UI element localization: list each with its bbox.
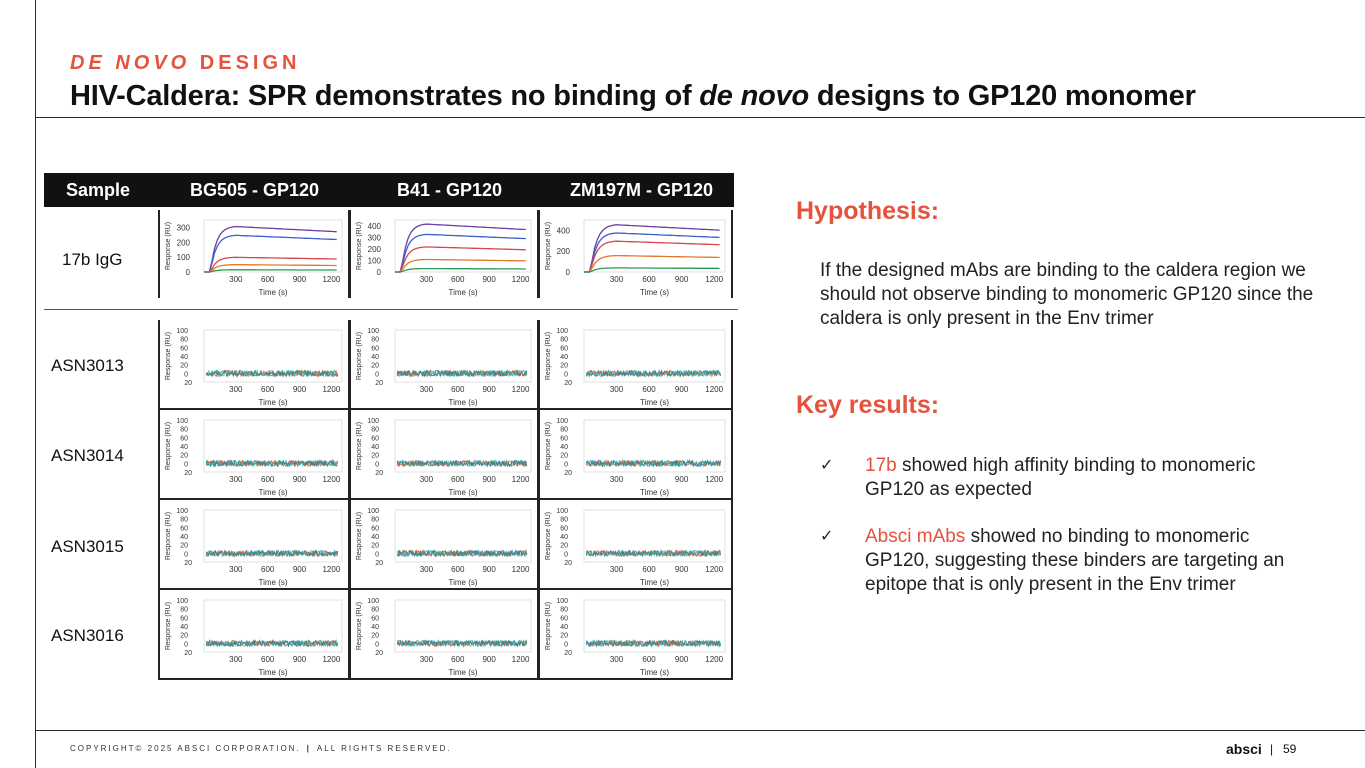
y-tick-label: 0: [184, 641, 188, 649]
x-tick-label: 300: [419, 565, 434, 574]
y-tick-label: 80: [560, 336, 568, 344]
y-axis-label: Response (RU): [356, 601, 363, 651]
x-axis-label: Time (s): [448, 668, 478, 677]
y-tick-label: 60: [180, 525, 188, 533]
x-tick-label: 900: [674, 565, 689, 574]
y-tick-label: 20: [375, 470, 383, 477]
x-tick-label: 300: [229, 565, 243, 574]
y-tick-label: 60: [371, 435, 379, 443]
y-tick-label: 100: [367, 418, 379, 425]
x-tick-label: 600: [451, 655, 465, 664]
spr-plot-asn3014-1: [158, 410, 350, 500]
y-tick-label: 0: [375, 641, 379, 649]
x-tick-label: 300: [229, 655, 243, 664]
y-axis-label: Response (RU): [165, 221, 172, 271]
y-tick-label: 100: [367, 256, 381, 266]
y-tick-label: 20: [560, 362, 568, 370]
spr-plot-asn3013-2: [349, 320, 539, 410]
y-tick-label: 100: [556, 508, 568, 515]
y-tick-label: 40: [180, 534, 188, 541]
result-text-1: 17b showed high affinity binding to monomeric GP120 as expected: [865, 455, 1256, 500]
x-axis-label: Time (s): [258, 668, 288, 677]
y-tick-label: 80: [371, 426, 379, 434]
x-axis-label: Time (s): [258, 288, 288, 297]
x-tick-label: 900: [674, 385, 689, 394]
y-tick-label: 100: [367, 508, 379, 515]
y-axis-label: Response (RU): [165, 331, 172, 381]
x-tick-label: 1200: [705, 275, 724, 284]
x-tick-label: 900: [482, 475, 496, 484]
spr-plot-17b-igg-1: [158, 210, 350, 298]
y-tick-label: 100: [367, 598, 379, 605]
x-tick-label: 600: [261, 565, 275, 574]
y-tick-label: 100: [176, 328, 188, 335]
y-tick-label: 0: [565, 268, 570, 277]
x-axis-label: Time (s): [258, 398, 288, 407]
x-tick-label: 1200: [705, 385, 724, 394]
row-label-asn3014: ASN3014: [51, 446, 124, 465]
y-tick-label: 20: [371, 362, 379, 370]
y-tick-label: 0: [375, 551, 379, 559]
sensorgram-svg: [540, 410, 731, 498]
y-tick-label: 20: [375, 380, 383, 387]
y-tick-label: 20: [184, 560, 192, 567]
page-number: 59: [1283, 742, 1297, 756]
y-tick-label: 20: [180, 452, 188, 460]
x-tick-label: 900: [292, 565, 307, 574]
x-tick-label: 1200: [511, 655, 530, 664]
y-tick-label: 0: [184, 551, 188, 559]
x-tick-label: 900: [674, 475, 689, 484]
x-tick-label: 300: [419, 275, 434, 284]
row-label-asn3015: ASN3015: [51, 537, 124, 556]
y-tick-label: 400: [367, 221, 381, 231]
x-axis-label: Time (s): [639, 488, 670, 497]
spr-plot-asn3015-3: [538, 500, 733, 590]
y-tick-label: 100: [176, 598, 188, 605]
x-tick-label: 600: [642, 565, 656, 574]
y-tick-label: 100: [367, 328, 379, 335]
y-tick-label: 20: [184, 380, 192, 387]
x-tick-label: 600: [642, 655, 656, 664]
y-tick-label: 40: [180, 444, 188, 451]
y-axis-label: Response (RU): [356, 421, 363, 471]
sensorgram-svg: [540, 500, 731, 588]
y-tick-label: 40: [371, 534, 379, 541]
y-tick-label: 60: [560, 345, 568, 353]
y-axis-label: Response (RU): [165, 511, 172, 561]
y-tick-label: 0: [564, 641, 568, 649]
y-tick-label: 20: [560, 452, 568, 460]
left-rule: [35, 0, 36, 768]
y-tick-label: 80: [560, 426, 568, 434]
y-tick-label: 80: [560, 516, 568, 524]
x-tick-label: 300: [419, 385, 434, 394]
x-tick-label: 600: [261, 385, 275, 394]
x-tick-label: 1200: [705, 655, 724, 664]
y-tick-label: 300: [367, 233, 381, 243]
y-axis-label: Response (RU): [356, 331, 363, 381]
x-tick-label: 900: [292, 655, 307, 664]
x-tick-label: 300: [229, 385, 243, 394]
x-tick-label: 900: [292, 385, 307, 394]
col-header-b41: B41 - GP120: [397, 180, 503, 200]
y-tick-label: 60: [371, 615, 379, 623]
y-tick-label: 20: [375, 560, 383, 567]
y-tick-label: 80: [560, 606, 568, 614]
sensorgram-svg: [540, 210, 731, 298]
col-header-zm197m: ZM197M - GP120: [570, 180, 714, 200]
check-icon: ✓: [820, 528, 834, 545]
y-tick-label: 60: [371, 525, 379, 533]
x-tick-label: 900: [674, 275, 689, 284]
spr-plot-17b-igg-3: [538, 210, 733, 298]
y-tick-label: 0: [564, 461, 568, 469]
x-tick-label: 300: [229, 275, 243, 284]
x-axis-label: Time (s): [639, 288, 670, 297]
x-tick-label: 600: [642, 275, 656, 284]
y-tick-label: 40: [560, 624, 568, 631]
sensorgram-svg: [540, 590, 731, 678]
y-tick-label: 100: [176, 418, 188, 425]
x-tick-label: 300: [609, 275, 624, 284]
sensorgram-svg: [160, 320, 348, 408]
sensorgram-svg: [540, 320, 731, 408]
x-tick-label: 300: [609, 655, 624, 664]
results-heading: Key results:: [796, 391, 940, 419]
y-tick-label: 100: [176, 508, 188, 515]
header-rule: [35, 117, 1365, 118]
row-label-asn3016: ASN3016: [51, 626, 124, 645]
x-tick-label: 600: [261, 475, 275, 484]
y-tick-label: 20: [180, 362, 188, 370]
x-axis-label: Time (s): [448, 578, 478, 587]
y-tick-label: 100: [556, 418, 568, 425]
sensorgram-svg: [351, 590, 537, 678]
y-tick-label: 40: [180, 354, 188, 361]
x-tick-label: 900: [674, 655, 689, 664]
spr-plot-asn3014-2: [349, 410, 539, 500]
x-tick-label: 300: [419, 655, 434, 664]
y-tick-label: 40: [371, 444, 379, 451]
y-tick-label: 20: [184, 650, 192, 657]
y-tick-label: 20: [371, 542, 379, 550]
y-axis-label: Response (RU): [545, 421, 552, 471]
y-tick-label: 60: [180, 615, 188, 623]
y-tick-label: 20: [564, 560, 572, 567]
x-tick-label: 600: [261, 275, 275, 284]
x-axis-label: Time (s): [258, 488, 288, 497]
y-tick-label: 80: [371, 336, 379, 344]
y-tick-label: 100: [556, 598, 568, 605]
x-tick-label: 1200: [705, 565, 724, 574]
x-axis-label: Time (s): [639, 578, 670, 587]
x-tick-label: 1200: [511, 475, 530, 484]
row-label-17b: 17b IgG: [62, 250, 123, 269]
y-axis-label: Response (RU): [545, 511, 552, 561]
x-tick-label: 1200: [511, 385, 530, 394]
y-tick-label: 80: [180, 336, 188, 344]
x-tick-label: 900: [482, 655, 496, 664]
x-tick-label: 600: [451, 565, 465, 574]
spr-plot-asn3016-2: [349, 590, 539, 680]
y-axis-label: Response (RU): [545, 331, 552, 381]
x-tick-label: 1200: [322, 475, 341, 484]
x-tick-label: 1200: [322, 655, 341, 664]
row-separator: [44, 309, 738, 310]
x-axis-label: Time (s): [258, 578, 288, 587]
x-tick-label: 900: [292, 275, 307, 284]
y-axis-label: Response (RU): [545, 601, 552, 651]
table-header: [44, 173, 734, 207]
spr-plot-17b-igg-2: [349, 210, 539, 298]
y-tick-label: 200: [556, 247, 570, 257]
x-axis-label: Time (s): [448, 288, 478, 297]
result-text-2: Absci mAbs showed no binding to monomeric GP120, suggesting these binders are targeting an epitope that is only present in the Env trimer: [865, 526, 1285, 595]
y-tick-label: 80: [180, 516, 188, 524]
y-tick-label: 20: [180, 632, 188, 640]
y-tick-label: 40: [560, 534, 568, 541]
spr-plot-asn3014-3: [538, 410, 733, 500]
y-tick-label: 80: [371, 516, 379, 524]
y-axis-label: Response (RU): [545, 221, 552, 271]
col-header-bg505: BG505 - GP120: [190, 180, 320, 200]
sensorgram-svg: [351, 210, 537, 298]
y-tick-label: 0: [564, 371, 568, 379]
x-tick-label: 300: [609, 475, 624, 484]
y-tick-label: 0: [564, 551, 568, 559]
spr-plot-asn3016-3: [538, 590, 733, 680]
y-tick-label: 100: [556, 328, 568, 335]
y-tick-label: 400: [556, 226, 570, 236]
y-tick-label: 60: [371, 345, 379, 353]
spr-plot-asn3013-1: [158, 320, 350, 410]
x-tick-label: 600: [642, 475, 656, 484]
sensorgram-svg: [160, 410, 348, 498]
x-axis-label: Time (s): [448, 398, 478, 407]
x-tick-label: 300: [609, 385, 624, 394]
x-tick-label: 1200: [511, 565, 530, 574]
y-tick-label: 100: [176, 253, 190, 263]
x-tick-label: 1200: [322, 385, 341, 394]
y-tick-label: 20: [371, 452, 379, 460]
x-tick-label: 1200: [511, 275, 530, 284]
y-tick-label: 0: [375, 461, 379, 469]
row-label-asn3013: ASN3013: [51, 356, 124, 375]
y-tick-label: 20: [184, 470, 192, 477]
y-axis-label: Response (RU): [356, 511, 363, 561]
y-tick-label: 20: [564, 380, 572, 387]
y-tick-label: 80: [180, 606, 188, 614]
y-tick-label: 40: [560, 444, 568, 451]
y-tick-label: 40: [560, 354, 568, 361]
y-tick-label: 0: [184, 371, 188, 379]
col-header-sample: Sample: [66, 180, 131, 200]
y-tick-label: 200: [176, 238, 190, 248]
hypothesis-heading: Hypothesis:: [796, 197, 940, 225]
x-tick-label: 900: [292, 475, 307, 484]
spr-plot-asn3015-1: [158, 500, 350, 590]
y-tick-label: 40: [371, 624, 379, 631]
x-tick-label: 300: [609, 565, 624, 574]
x-tick-label: 300: [419, 475, 434, 484]
x-tick-label: 600: [642, 385, 656, 394]
y-tick-label: 20: [375, 650, 383, 657]
y-tick-label: 60: [560, 615, 568, 623]
y-tick-label: 40: [180, 624, 188, 631]
footer-copyright: COPYRIGHT© 2025 ABSCI CORPORATION. | ALL RIGHTS RESERVED.: [70, 744, 452, 753]
y-tick-label: 0: [375, 371, 379, 379]
y-tick-label: 0: [376, 268, 381, 277]
x-tick-label: 900: [482, 275, 496, 284]
y-tick-label: 60: [560, 525, 568, 533]
spr-plot-asn3015-2: [349, 500, 539, 590]
y-tick-label: 20: [371, 632, 379, 640]
x-tick-label: 600: [451, 475, 465, 484]
sensorgram-svg: [351, 410, 537, 498]
hypothesis-text: If the designed mAbs are binding to the caldera region we should not observe binding to monomeric GP120 since the caldera is only present in the Env trimer: [820, 260, 1314, 329]
x-tick-label: 300: [229, 475, 243, 484]
x-tick-label: 1200: [705, 475, 724, 484]
y-tick-label: 20: [564, 470, 572, 477]
y-axis-label: Response (RU): [165, 601, 172, 651]
x-tick-label: 600: [451, 385, 465, 394]
x-tick-label: 900: [482, 385, 496, 394]
y-tick-label: 40: [371, 354, 379, 361]
absci-logo: absci: [1226, 741, 1262, 757]
footer-rule: [35, 730, 1365, 731]
y-tick-label: 0: [184, 461, 188, 469]
y-tick-label: 20: [564, 650, 572, 657]
x-axis-label: Time (s): [448, 488, 478, 497]
x-axis-label: Time (s): [639, 668, 670, 677]
y-tick-label: 20: [560, 542, 568, 550]
footer-divider: |: [1270, 742, 1274, 756]
y-tick-label: 80: [371, 606, 379, 614]
page-title: HIV-Caldera: SPR demonstrates no binding of de novo designs to GP120 monomer: [70, 80, 1196, 112]
x-tick-label: 900: [482, 565, 496, 574]
y-axis-label: Response (RU): [356, 221, 363, 271]
x-tick-label: 1200: [322, 565, 341, 574]
check-icon: ✓: [820, 457, 834, 474]
section-label: DE NOVO DESIGN: [70, 52, 301, 74]
x-tick-label: 600: [451, 275, 465, 284]
y-tick-label: 60: [560, 435, 568, 443]
sensorgram-svg: [160, 210, 348, 298]
y-tick-label: 80: [180, 426, 188, 434]
x-tick-label: 600: [261, 655, 275, 664]
sensorgram-svg: [351, 320, 537, 408]
spr-plot-asn3016-1: [158, 590, 350, 680]
sensorgram-svg: [160, 500, 348, 588]
sensorgram-svg: [351, 500, 537, 588]
x-axis-label: Time (s): [639, 398, 670, 407]
y-tick-label: 20: [180, 542, 188, 550]
sensorgram-svg: [160, 590, 348, 678]
y-tick-label: 20: [560, 632, 568, 640]
y-tick-label: 0: [185, 268, 190, 277]
y-tick-label: 60: [180, 345, 188, 353]
x-tick-label: 1200: [322, 275, 341, 284]
spr-plot-asn3013-3: [538, 320, 733, 410]
y-tick-label: 200: [367, 244, 381, 254]
y-tick-label: 300: [176, 223, 190, 233]
y-tick-label: 60: [180, 435, 188, 443]
y-axis-label: Response (RU): [165, 421, 172, 471]
